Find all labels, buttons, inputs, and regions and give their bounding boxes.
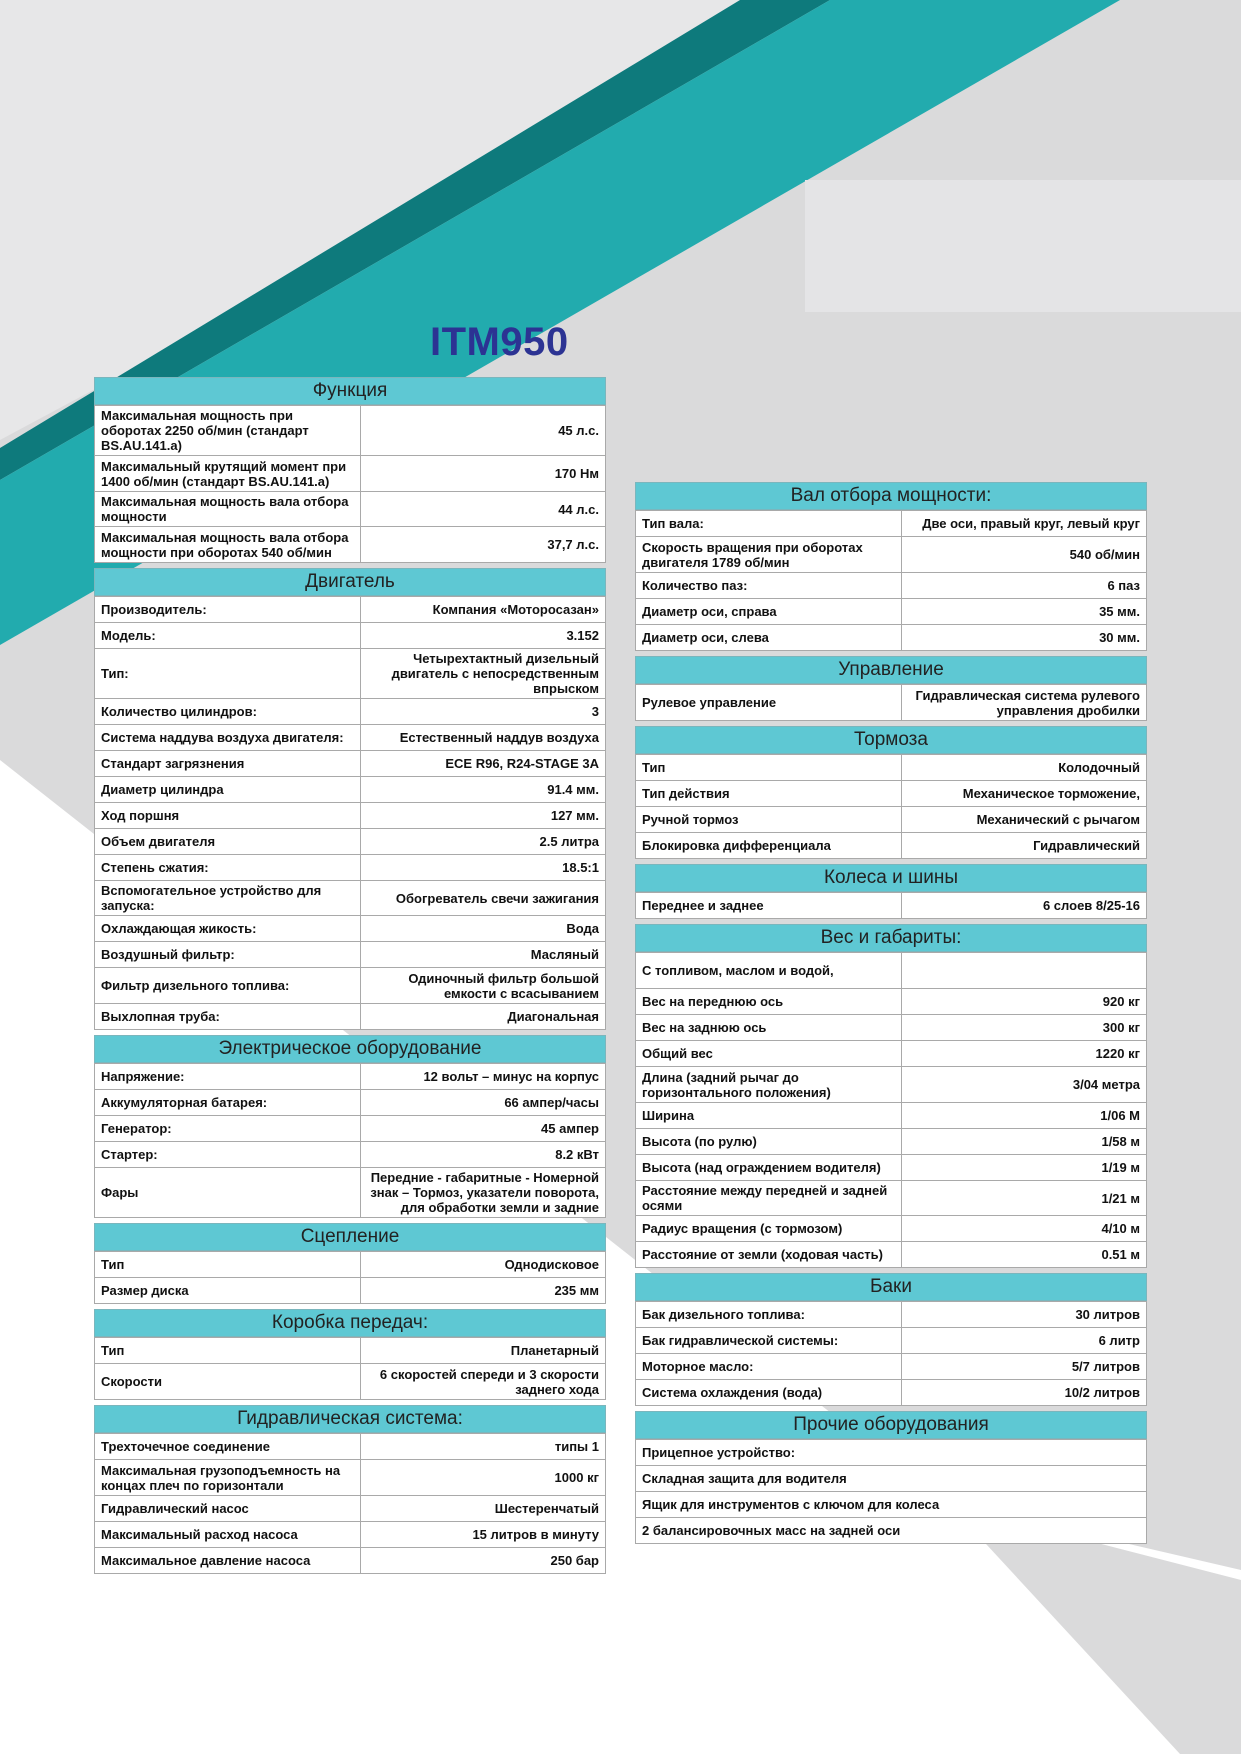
spec-label: Вес на переднюю ось	[636, 989, 902, 1015]
spec-value: Гидравлическая система рулевого управления дробилки	[901, 685, 1146, 721]
spec-value: Две оси, правый круг, левый круг	[901, 511, 1146, 537]
spec-value: 6 паз	[901, 573, 1146, 599]
spec-row	[636, 1328, 1147, 1354]
spec-label: Модель:	[95, 623, 361, 649]
spec-row	[636, 1129, 1147, 1155]
section-header: Гидравлическая система:	[94, 1405, 606, 1433]
spec-row	[95, 597, 606, 623]
spec-section	[635, 924, 1147, 1268]
spec-row	[95, 1116, 606, 1142]
spec-row	[636, 807, 1147, 833]
spec-row	[636, 1440, 1147, 1466]
spec-value: Вода	[360, 916, 605, 942]
spec-value: 10/2 литров	[901, 1380, 1146, 1406]
spec-label: Гидравлический насос	[95, 1496, 361, 1522]
spec-section	[94, 377, 606, 563]
spec-row	[636, 1492, 1147, 1518]
spec-value: Колодочный	[901, 755, 1146, 781]
spec-section	[94, 568, 606, 1030]
spec-value: Однодисковое	[360, 1252, 605, 1278]
spec-row	[95, 803, 606, 829]
spec-value: 8.2 кВт	[360, 1142, 605, 1168]
spec-label: Тип действия	[636, 781, 902, 807]
spec-row	[95, 829, 606, 855]
spec-row	[636, 755, 1147, 781]
spec-label: Скорость вращения при оборотах двигателя 1789 об/мин	[636, 537, 902, 573]
spec-row	[95, 699, 606, 725]
section-header: Баки	[635, 1273, 1147, 1301]
spec-row	[95, 406, 606, 456]
spec-row	[95, 1142, 606, 1168]
spec-row	[636, 1354, 1147, 1380]
spec-row	[636, 1518, 1147, 1544]
spec-value: 5/7 литров	[901, 1354, 1146, 1380]
spec-row	[95, 725, 606, 751]
spec-value: 920 кг	[901, 989, 1146, 1015]
spec-row	[636, 1380, 1147, 1406]
spec-value: 45 л.с.	[360, 406, 605, 456]
spec-value: Масляный	[360, 942, 605, 968]
spec-row	[95, 916, 606, 942]
spec-row	[636, 1302, 1147, 1328]
light-grey-panel	[805, 180, 1241, 312]
spec-value: 6 слоев 8/25-16	[901, 893, 1146, 919]
spec-section	[635, 726, 1147, 859]
spec-row	[636, 1216, 1147, 1242]
spec-label: Прицепное устройство:	[636, 1440, 1147, 1466]
spec-row	[95, 751, 606, 777]
spec-label: Диаметр оси, справа	[636, 599, 902, 625]
spec-value: 1/58 м	[901, 1129, 1146, 1155]
spec-table	[94, 1433, 606, 1574]
spec-value: 35 мм.	[901, 599, 1146, 625]
spec-label: Максимальный расход насоса	[95, 1522, 361, 1548]
specs-left-column	[94, 377, 606, 1579]
spec-label: Ход поршня	[95, 803, 361, 829]
spec-row	[636, 893, 1147, 919]
spec-row	[95, 1364, 606, 1400]
spec-value: Одиночный фильтр большой емкости с всасыванием	[360, 968, 605, 1004]
spec-row	[95, 1252, 606, 1278]
spec-row	[636, 573, 1147, 599]
spec-table	[94, 405, 606, 563]
spec-value: 15 литров в минуту	[360, 1522, 605, 1548]
spec-table	[635, 510, 1147, 651]
spec-label: Аккумуляторная батарея:	[95, 1090, 361, 1116]
spec-label: Фильтр дизельного топлива:	[95, 968, 361, 1004]
spec-row	[636, 1103, 1147, 1129]
spec-label: Фары	[95, 1168, 361, 1218]
spec-row	[636, 1015, 1147, 1041]
spec-value: 37,7 л.с.	[360, 527, 605, 563]
spec-row	[95, 1548, 606, 1574]
spec-label: Выхлопная труба:	[95, 1004, 361, 1030]
spec-table	[635, 684, 1147, 721]
section-header: Функция	[94, 377, 606, 405]
section-header: Двигатель	[94, 568, 606, 596]
spec-value: 4/10 м	[901, 1216, 1146, 1242]
spec-row	[636, 781, 1147, 807]
spec-row	[95, 855, 606, 881]
spec-label: Стартер:	[95, 1142, 361, 1168]
spec-value: 1220 кг	[901, 1041, 1146, 1067]
section-header: Сцепление	[94, 1223, 606, 1251]
spec-row	[636, 1242, 1147, 1268]
spec-value: 1000 кг	[360, 1460, 605, 1496]
spec-section	[94, 1223, 606, 1304]
spec-value: 127 мм.	[360, 803, 605, 829]
spec-value: 6 скоростей спереди и 3 скорости заднего хода	[360, 1364, 605, 1400]
spec-label: Тип	[636, 755, 902, 781]
spec-row	[95, 527, 606, 563]
spec-label: Объем двигателя	[95, 829, 361, 855]
spec-row	[95, 1064, 606, 1090]
spec-label: Стандарт загрязнения	[95, 751, 361, 777]
spec-row	[636, 1041, 1147, 1067]
spec-value: Шестеренчатый	[360, 1496, 605, 1522]
spec-value: 45 ампер	[360, 1116, 605, 1142]
section-header: Вес и габариты:	[635, 924, 1147, 952]
spec-row	[95, 968, 606, 1004]
spec-value: 91.4 мм.	[360, 777, 605, 803]
spec-label: Рулевое управление	[636, 685, 902, 721]
spec-row	[95, 1004, 606, 1030]
spec-label: Максимальная мощность вала отбора мощности при оборотах 540 об/мин	[95, 527, 361, 563]
spec-label: Вспомогательное устройство для запуска:	[95, 881, 361, 916]
spec-label: Диаметр цилиндра	[95, 777, 361, 803]
section-header: Прочие оборудования	[635, 1411, 1147, 1439]
spec-table	[94, 1251, 606, 1304]
spec-row	[95, 942, 606, 968]
spec-label: Складная защита для водителя	[636, 1466, 1147, 1492]
spec-row	[95, 492, 606, 527]
spec-row	[636, 625, 1147, 651]
spec-label: Тип	[95, 1252, 361, 1278]
spec-value	[901, 953, 1146, 989]
spec-label: Тип	[95, 1338, 361, 1364]
spec-row	[636, 953, 1147, 989]
spec-label: Степень сжатия:	[95, 855, 361, 881]
spec-label: Длина (задний рычаг до горизонтального положения)	[636, 1067, 902, 1103]
spec-label: Максимальная грузоподъемность на концах плеч по горизонтали	[95, 1460, 361, 1496]
spec-value: 3/04 метра	[901, 1067, 1146, 1103]
section-header: Управление	[635, 656, 1147, 684]
spec-section	[94, 1035, 606, 1218]
spec-value: 30 литров	[901, 1302, 1146, 1328]
spec-value: 3	[360, 699, 605, 725]
spec-section	[635, 656, 1147, 721]
spec-section	[94, 1309, 606, 1400]
spec-label: Воздушный фильтр:	[95, 942, 361, 968]
spec-value: 1/06 М	[901, 1103, 1146, 1129]
spec-row	[95, 623, 606, 649]
spec-row	[95, 1434, 606, 1460]
spec-label: Тип вала:	[636, 511, 902, 537]
spec-row	[95, 1460, 606, 1496]
spec-label: Бак дизельного топлива:	[636, 1302, 902, 1328]
section-header: Тормоза	[635, 726, 1147, 754]
spec-label: Максимальное давление насоса	[95, 1548, 361, 1574]
spec-row	[95, 777, 606, 803]
spec-value: Естественный наддув воздуха	[360, 725, 605, 751]
section-header: Колеса и шины	[635, 864, 1147, 892]
spec-table	[635, 754, 1147, 859]
spec-section	[635, 1411, 1147, 1544]
spec-label: Расстояние между передней и задней осями	[636, 1181, 902, 1216]
spec-label: Ящик для инструментов с ключом для колеса	[636, 1492, 1147, 1518]
section-header: Вал отбора мощности:	[635, 482, 1147, 510]
spec-value: 540 об/мин	[901, 537, 1146, 573]
spec-value: Гидравлический	[901, 833, 1146, 859]
spec-value: 1/21 м	[901, 1181, 1146, 1216]
spec-label: Вес на заднюю ось	[636, 1015, 902, 1041]
spec-row	[636, 989, 1147, 1015]
spec-table	[635, 892, 1147, 919]
spec-row	[636, 537, 1147, 573]
spec-label: Трехточечное соединение	[95, 1434, 361, 1460]
spec-value: ECE R96, R24-STAGE 3A	[360, 751, 605, 777]
spec-value: Планетарный	[360, 1338, 605, 1364]
spec-value: Механический с рычагом	[901, 807, 1146, 833]
spec-value: 18.5:1	[360, 855, 605, 881]
spec-section	[635, 1273, 1147, 1406]
spec-row	[95, 1496, 606, 1522]
spec-label: Охлаждающая жикость:	[95, 916, 361, 942]
spec-row	[636, 511, 1147, 537]
spec-value: 1/19 м	[901, 1155, 1146, 1181]
spec-value: типы 1	[360, 1434, 605, 1460]
spec-value: 30 мм.	[901, 625, 1146, 651]
spec-label: Скорости	[95, 1364, 361, 1400]
spec-label: Диаметр оси, слева	[636, 625, 902, 651]
spec-table	[94, 1337, 606, 1400]
spec-section	[94, 1405, 606, 1574]
spec-row	[636, 1067, 1147, 1103]
spec-section	[635, 864, 1147, 919]
spec-label: Расстояние от земли (ходовая часть)	[636, 1242, 902, 1268]
spec-label: Высота (по рулю)	[636, 1129, 902, 1155]
spec-row	[95, 1090, 606, 1116]
spec-value: 6 литр	[901, 1328, 1146, 1354]
spec-label: Ручной тормоз	[636, 807, 902, 833]
section-header: Коробка передач:	[94, 1309, 606, 1337]
specs-right-column	[635, 482, 1147, 1549]
spec-label: Высота (над ограждением водителя)	[636, 1155, 902, 1181]
spec-row	[95, 1338, 606, 1364]
spec-row	[636, 833, 1147, 859]
spec-row	[95, 1522, 606, 1548]
spec-row	[636, 599, 1147, 625]
spec-value: Механическое торможение,	[901, 781, 1146, 807]
spec-value: 66 ампер/часы	[360, 1090, 605, 1116]
spec-label: Напряжение:	[95, 1064, 361, 1090]
spec-label: Максимальный крутящий момент при 1400 об/мин (стандарт BS.AU.141.a)	[95, 456, 361, 492]
spec-value: Обогреватель свечи зажигания	[360, 881, 605, 916]
spec-label: Система наддува воздуха двигателя:	[95, 725, 361, 751]
spec-value: 300 кг	[901, 1015, 1146, 1041]
spec-row	[636, 1181, 1147, 1216]
spec-label: 2 балансировочных масс на задней оси	[636, 1518, 1147, 1544]
spec-label: Моторное масло:	[636, 1354, 902, 1380]
spec-table	[635, 1439, 1147, 1544]
spec-value: 0.51 м	[901, 1242, 1146, 1268]
spec-label: Блокировка дифференциала	[636, 833, 902, 859]
spec-table	[94, 1063, 606, 1218]
spec-table	[635, 1301, 1147, 1406]
spec-label: Переднее и заднее	[636, 893, 902, 919]
spec-label: Радиус вращения (с тормозом)	[636, 1216, 902, 1242]
spec-row	[95, 881, 606, 916]
spec-label: Система охлаждения (вода)	[636, 1380, 902, 1406]
spec-value: Четырехтактный дизельный двигатель с непосредственным впрыском	[360, 649, 605, 699]
spec-row	[636, 685, 1147, 721]
model-title: ITM950	[430, 320, 569, 364]
spec-value: Передние - габаритные - Номерной знак – Тормоз, указатели поворота, для обработки земли и задние	[360, 1168, 605, 1218]
spec-section	[635, 482, 1147, 651]
spec-label: Размер диска	[95, 1278, 361, 1304]
spec-label: Бак гидравлической системы:	[636, 1328, 902, 1354]
spec-value: 170 Нм	[360, 456, 605, 492]
spec-row	[95, 1278, 606, 1304]
spec-value: 235 мм	[360, 1278, 605, 1304]
spec-label: Тип:	[95, 649, 361, 699]
spec-table	[635, 952, 1147, 1268]
spec-row	[636, 1466, 1147, 1492]
spec-label: Максимальная мощность при оборотах 2250 об/мин (стандарт BS.AU.141.a)	[95, 406, 361, 456]
spec-label: Производитель:	[95, 597, 361, 623]
spec-label: Общий вес	[636, 1041, 902, 1067]
spec-row	[95, 649, 606, 699]
spec-row	[95, 456, 606, 492]
spec-value: Диагональная	[360, 1004, 605, 1030]
spec-value: 250 бар	[360, 1548, 605, 1574]
spec-label: Максимальная мощность вала отбора мощности	[95, 492, 361, 527]
spec-value: 44 л.с.	[360, 492, 605, 527]
spec-label: Генератор:	[95, 1116, 361, 1142]
spec-value: 3.152	[360, 623, 605, 649]
spec-value: 2.5 литра	[360, 829, 605, 855]
spec-value: Компания «Моторосазан»	[360, 597, 605, 623]
spec-row	[636, 1155, 1147, 1181]
spec-row	[95, 1168, 606, 1218]
spec-table	[94, 596, 606, 1030]
spec-label: Количество паз:	[636, 573, 902, 599]
spec-value: 12 вольт – минус на корпус	[360, 1064, 605, 1090]
spec-label: Количество цилиндров:	[95, 699, 361, 725]
spec-label: Ширина	[636, 1103, 902, 1129]
spec-label: С топливом, маслом и водой,	[636, 953, 902, 989]
section-header: Электрическое оборудование	[94, 1035, 606, 1063]
